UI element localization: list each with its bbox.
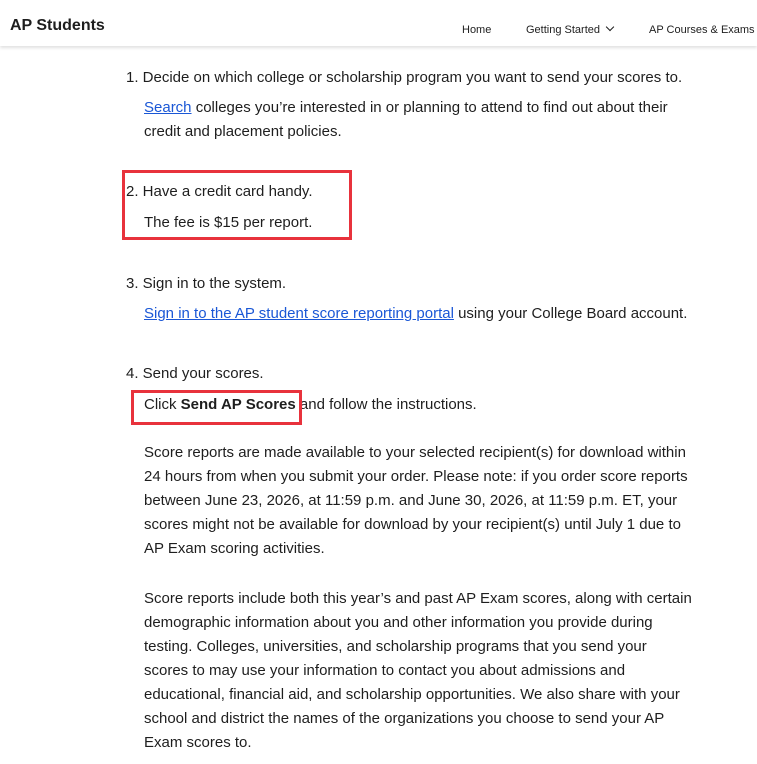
- step-2-title: 2. Have a credit card handy.: [126, 183, 313, 200]
- para-2-line-7: Exam scores to.: [144, 734, 252, 751]
- step-1-line-1: [144, 96, 668, 120]
- para-2-line-6: school and district the names of the organizations you choose to send your AP: [144, 710, 665, 727]
- nav-ap-courses-link[interactable]: AP Courses & Exams: [649, 24, 755, 36]
- step-4-title: 4. Send your scores.: [126, 365, 264, 382]
- para-1-line-5: AP Exam scoring activities.: [144, 540, 325, 557]
- nav-getting-started-label: Getting Started: [526, 24, 600, 36]
- para-2-line-1: Score reports include both this year’s and past AP Exam scores, along with certain: [144, 590, 692, 607]
- para-2-line-5: educational, financial aid, and scholarship opportunities. We also share with your: [144, 686, 680, 703]
- para-2-line-3: testing. Colleges, universities, and scholarship programs that you send your: [144, 638, 647, 655]
- sign-in-portal-link[interactable]: Sign in to the AP student score reporting portal: [144, 305, 454, 322]
- highlight-box-step-2: [122, 170, 352, 240]
- step-3-line-1: [144, 302, 687, 326]
- send-ap-scores-label: Send AP Scores: [180, 396, 296, 413]
- highlight-box-send-ap-scores: [131, 390, 302, 425]
- nav-home-link[interactable]: Home: [462, 24, 492, 36]
- para-2-line-2: demographic information about you and other information you provide during: [144, 614, 653, 631]
- search-colleges-link[interactable]: Search: [144, 99, 192, 116]
- click-prefix: Click: [144, 396, 181, 413]
- site-brand-link[interactable]: AP Students: [10, 17, 105, 34]
- para-1-line-1: Score reports are made available to your selected recipient(s) for download within: [144, 444, 686, 461]
- chevron-down-icon: [606, 23, 614, 31]
- step-1-line-1-text: colleges you’re interested in or planning to attend to find out about their: [191, 99, 668, 116]
- top-nav-bar: [0, 0, 757, 46]
- step-3-line-1-text: using your College Board account.: [453, 305, 688, 322]
- para-1-line-4: scores might not be available for download by your recipient(s) until July 1 due to: [144, 516, 681, 533]
- step-3-title: 3. Sign in to the system.: [126, 275, 287, 292]
- para-2-line-4: scores to may use your information to contact you about admissions and: [144, 662, 626, 679]
- para-1-line-2: 24 hours from when you submit your order. Please note: if you order score reports: [144, 468, 688, 485]
- step-1-line-2: credit and placement policies.: [144, 123, 342, 140]
- para-1-line-3: between June 23, 2026, at 11:59 p.m. and June 30, 2026, at 11:59 p.m. ET, your: [144, 492, 678, 509]
- nav-getting-started-menu[interactable]: [526, 24, 613, 36]
- step-1-title: 1. Decide on which college or scholarship program you want to send your scores to.: [126, 69, 683, 86]
- step-2-fee-text: The fee is $15 per report.: [144, 214, 313, 231]
- click-suffix: and follow the instructions.: [295, 396, 477, 413]
